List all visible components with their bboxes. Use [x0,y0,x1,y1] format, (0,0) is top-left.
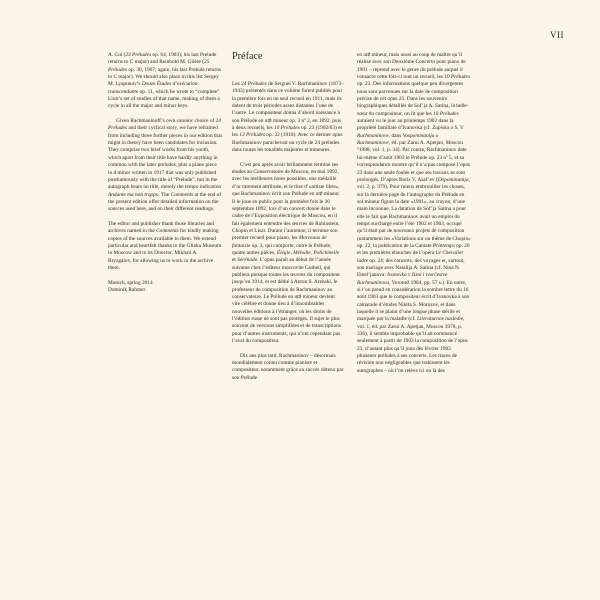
right-column [357,52,471,382]
page-number: VII [550,30,564,40]
middle-paragraph-3: Dix ans plus tard, Rachmaninov – désormais mondialement connu comme pianiste et compositeur, notamment grâce au succès obtenu par son Prélude [232,352,344,381]
place-date: Munich, spring 2014 [108,279,153,286]
left-column [108,52,222,294]
left-paragraph-3: The editor and publisher thank those libraries and archives named in the Comments for kindly making copies of the sources available to them. We extend particular and heartfelt thanks to the Glinka Museum in Moscow and to its Director, Mikhail A. Bryzgalov, for allowing us to work in the archive there. [108,220,222,271]
left-paragraph-1: A. Cui (23 Préludes op. 64, 1903); his last Prelude returns to C major) and Reinhold M. Glière (25 Préludes op. 30, 1907; again, his last Prelude returns to C major). We should also place in this list Sergey M. Lyapunov’s Douze Études d’exécution transcendante op. 11, which he wrote to “complete” Liszt’s set of studies of that name, making of them a cycle in all the major and minor keys. [108,52,221,110]
middle-paragraph-1: Les 24 Préludes de Sergueï V. Rachmaninov (1873–1943) présentés dans ce volume furent publiés pour la première fois en un seul recueil en 1911, mais ils datent de trois périodes assez distantes l’une de l’autre. Le compositeur donna d’abord naissance à son Prélude en ut♯ mineur op. 3 nº 2, en 1892, puis à deux recueils, les 10 Préludes op. 23 (1902/03) et les 13 Préludes op. 32 (1910). Avec ce dernier opus Rachmaninov parachevait un cycle de 24 préludes dans toutes les tonalités majeures et mineures. [232,81,344,154]
right-paragraph-1: en ut♯ mineur, mais aussi au coup de maître qu’il réalise avec son Deuxième Concerto pour piano de 1901 – reprend avec le genre du prélude auquel il consacre cette fois-ci tout un recueil, les 10 Préludes op. 23. Des informations quelque peu divergentes nous sont parvenues sur la date de composition précise de cet opus 23. Dans les souvenirs biographiques détaillés de Sof’ja A. Satina, la belle-sœur du compositeur, on lit que les 10 Préludes auraient vu le jour au printemps 1902 dans la propriété familiale d’Ivanovka (cf. Zapiska o S. V. Rachmaninove, dans Vospominanija o Rachmaninove, éd. par Zarui A. Apetjan, Moscou ⁵1988, vol. 1, p. 34). Par contre, Rachmaninov date lui-même d’août 1903 le Prélude op. 23 nº 5, et sa correspondance montre qu’il n’a pas composé l’opus 23 dans une seule foulée et que ses travaux se sont prolongés. D’après Boris V. Asaf’ev (Dopominanija, vol. 2, p. 379), Pour mieux embrouiller les choses, sur la dernière page de l’autographe du Prélude en sol mineur figure la date «1901», au crayon, d’une main inconnue. La datation de Sof’ja Satina a pour elle le fait que Rachmaninov avait un emploi du temps surchargé entre l’été 1902 et 1903, occupé qu’il était par de nouveaux projets de composition (notamment les «Variations sur un thème de Chopin» op. 22, la publication de la Cantate Printemps op. 20 et les premières ébauches de l’opéra Le Chevalier ladre op. 24; des concerts, des voyages et, surtout, son mariage avec Natalija A. Satina (cf. Nina N. Emel’janova: Ivanovka v žizni i tvorčestve Rachmaninova, Voronež 1984, pp. 57 s.). En outre, si l’on prend en considération la sombre lettre du 16 août 1903 que le compositeur écrit d’Ivanovka à son camarade d’études Nikita S. Morozov, et dans laquelle il se plaint d’une longue phase stérile et marquée par la maladie (cf. Literaturnoe nasledie, vol. 1, éd. par Zarui A. Apetjan, Moscou 1978, p. 336), il semble improbable qu’il ait commencé seulement à partir de 1903 la composition de l’opus 23, d’autant plus qu’il joua dès février 1903 plusieurs préludes à ses concerts. Les traces de révision non négligeables que trahissent les autographes – où l’on relève ici ou là des [357,52,471,374]
middle-column [232,51,344,389]
middle-paragraph-2: C’est peu après avoir brillamment terminé ses études au Conservatoire de Moscou, en mai 1892, avec les meilleures notes possibles, une médaille d’or rarement attribuée, et le titre d’«artiste libre», que Rachmaninov écrit son Prélude en ut♯ mineur. Il le joue en public pour la première fois le 26 septembre 1892, lors d’un concert donné dans le cadre de l’Exposition électrique de Moscou, en il fait également entendre des œuvres de Rubinstein, Chopin et Liszt. Durant l’automne, il termine son premier recueil pour piano, les Morceaux de fantaisie op. 3, qui comporte, outre le Prélude, quatre autres pièces, Élégie, Mélodie, Polichinelle et Sérénade. L’opus paraît au début de l’année suivante chez l’éditeur moscovite Gutheil, qui publiera presque toutes les œuvres du compositeur jusqu’en 1914, et est dédié à Anton S. Arenski, le professeur de composition de Rachmaninov au conservatoire. Le Prélude en ut♯ mineur devient vite célèbre et donne lieu à d’innombrables nouvelles éditions à l’étranger, où les droits de l’édition russe ne sont pas protégés. Il sujet le plus souvent de versions simplifiées et de transcriptions pour d’autres instruments, qui n’ont cependant pas l’aval du compositeur. [232,161,341,345]
signature-block [108,280,222,295]
left-paragraph-2: Given Rachmaninoff’s own canonic choice of 24 Préludes and their cyclical story, we have refrained from including three further pieces in our edition that might in theory have been candidates for inclusion. They comprise two brief works from his youth, which apart from their title have hardly anything in common with the later preludes, plus a piano piece in d minor written in 1917 that was only published posthumously with the title of “Prelude”, but in the autograph bears no title, merely the tempo indication Andante ma non troppo. The Comments at the end of the present edition offer detailed information on the sources used here, and on their different readings. [108,118,222,213]
author-name: Dominik Rahmer [108,287,146,293]
section-heading: Préface [232,51,263,62]
